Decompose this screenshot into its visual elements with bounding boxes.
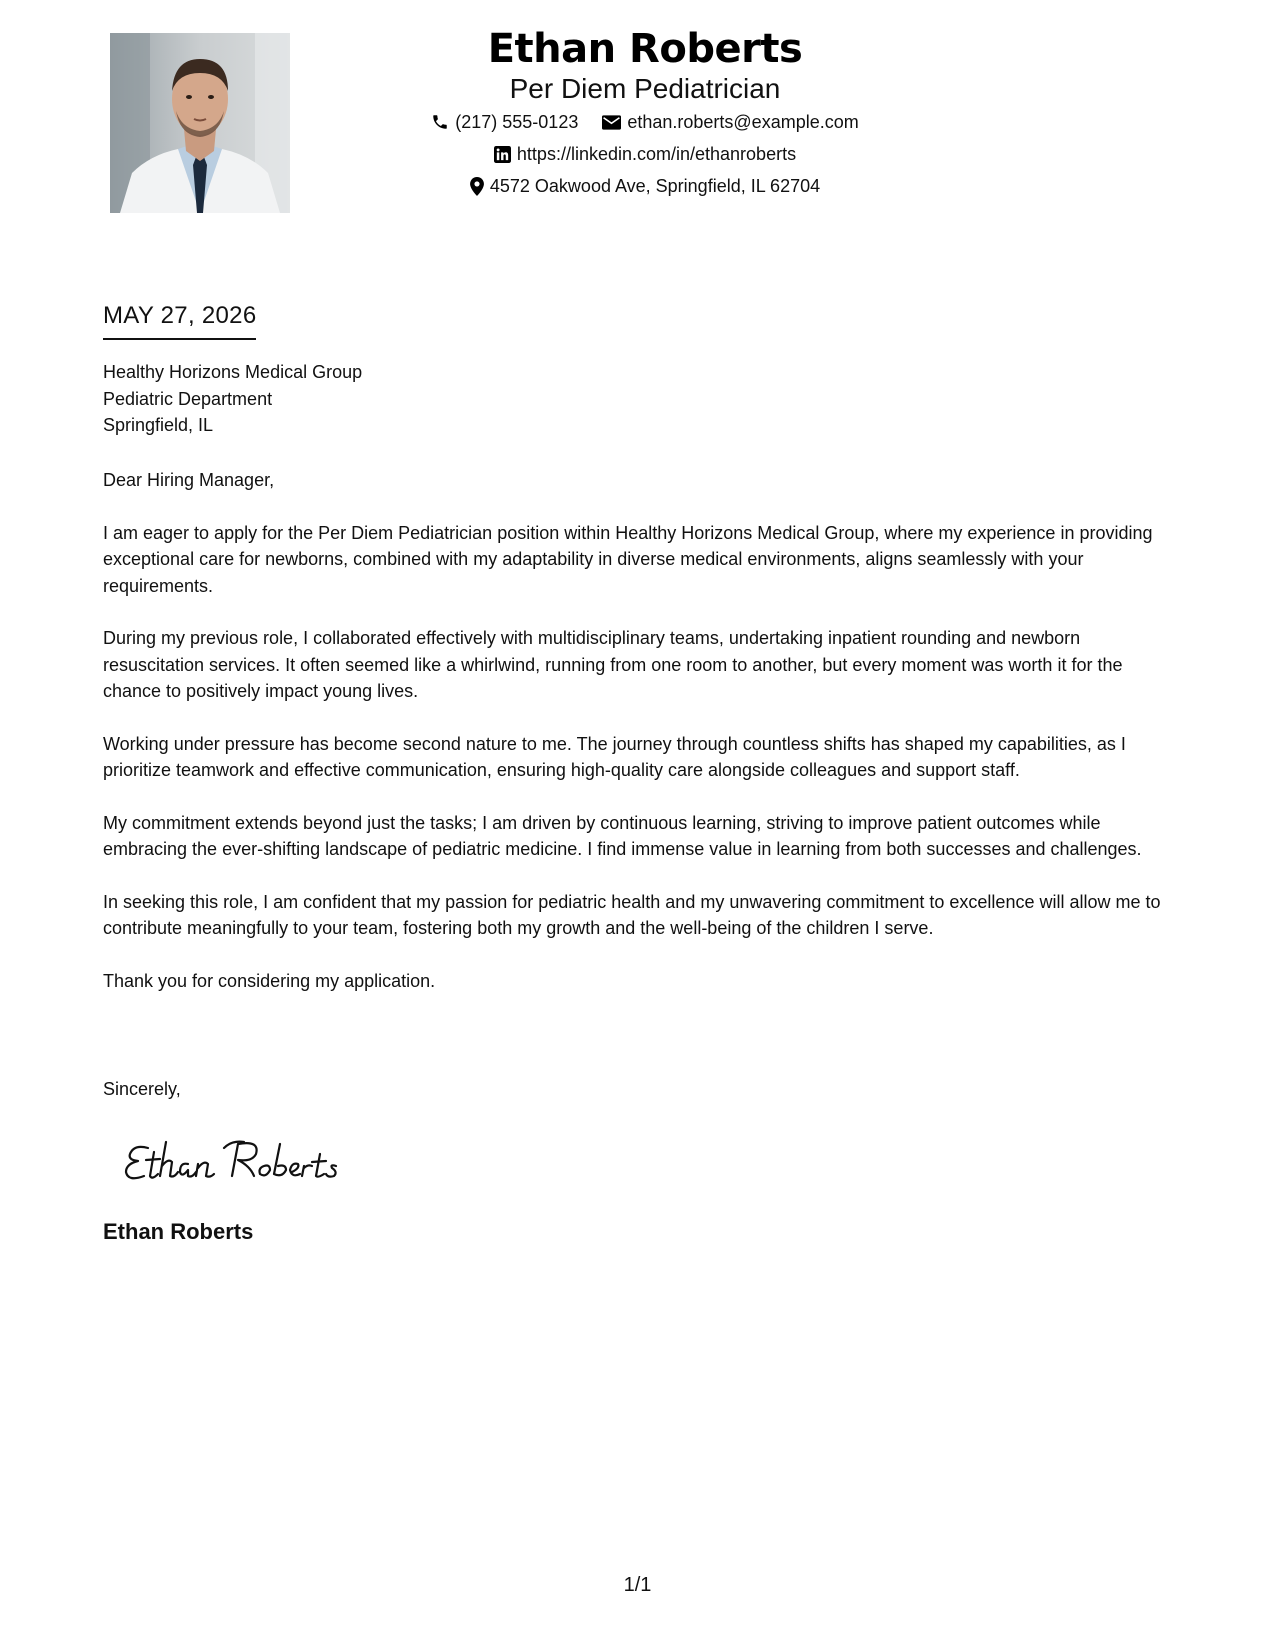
applicant-name: Ethan Roberts bbox=[487, 26, 803, 72]
envelope-icon bbox=[602, 115, 621, 130]
recipient-department: Pediatric Department bbox=[103, 388, 273, 409]
paragraph-thanks: Thank you for considering my application. bbox=[103, 970, 436, 991]
recipient-block bbox=[103, 359, 362, 439]
map-pin-icon bbox=[470, 177, 484, 196]
phone-number[interactable]: (217) 555-0123 bbox=[455, 112, 579, 132]
signed-name: Ethan Roberts bbox=[103, 1219, 254, 1244]
email-link[interactable]: ethan.roberts@example.com bbox=[627, 112, 859, 132]
linkedin-link[interactable]: https://linkedin.com/in/ethanroberts bbox=[516, 144, 797, 164]
letter-body bbox=[103, 467, 1183, 1020]
address: 4572 Oakwood Ave, Springfield, IL 62704 bbox=[489, 176, 821, 196]
letter-date: MAY 27, 2026 bbox=[103, 300, 256, 340]
contact-line-phone-email bbox=[330, 106, 960, 138]
linkedin-icon bbox=[494, 146, 511, 163]
paragraph-experience: During my previous role, I collaborated effectively with multidisciplinary teams, undertaking inpatient rounding and newborn resuscitation services. It often seemed like a whirlwind, running from one room to another, but every moment was worth it for the chance to positively impact young lives. bbox=[103, 628, 1123, 701]
paragraph-pressure: Working under pressure has become second nature to me. The journey through countless shifts has shaped my capabilities, as I prioritize teamwork and effective communication, ensuring high-quality care alongside colleagues and support staff. bbox=[103, 733, 1126, 780]
recipient-location: Springfield, IL bbox=[103, 415, 214, 435]
paragraph-commitment: My commitment extends beyond just the tasks; I am driven by continuous learning, striving to improve patient outcomes while embracing the ever-shifting landscape of pediatric medicine. I find immense value in learning from both successes and challenges. bbox=[103, 812, 1142, 859]
phone-icon bbox=[431, 113, 449, 131]
paragraph-intro: I am eager to apply for the Per Diem Pediatrician position within Healthy Horizons Medical Group, where my experience in providing exceptional care for newborns, combined with my adaptability in diverse medical environments, aligns seamlessly with your requirements. bbox=[103, 522, 1153, 596]
header bbox=[330, 22, 960, 202]
page-number: 1/1 bbox=[623, 1574, 652, 1596]
closing: Sincerely, bbox=[103, 1079, 181, 1099]
recipient-organization: Healthy Horizons Medical Group bbox=[103, 362, 363, 382]
salutation: Dear Hiring Manager, bbox=[103, 470, 275, 490]
contact-line-address bbox=[330, 170, 960, 202]
profile-photo bbox=[110, 33, 290, 213]
paragraph-conclusion: In seeking this role, I am confident that my passion for pediatric health and my unwavering commitment to excellence will allow me to contribute meaningfully to your team, fostering both my growth and the well-being of the children I serve. bbox=[103, 891, 1161, 938]
contact-line-linkedin bbox=[330, 138, 960, 170]
job-title: Per Diem Pediatrician bbox=[509, 73, 781, 104]
signature-image bbox=[120, 1130, 360, 1190]
